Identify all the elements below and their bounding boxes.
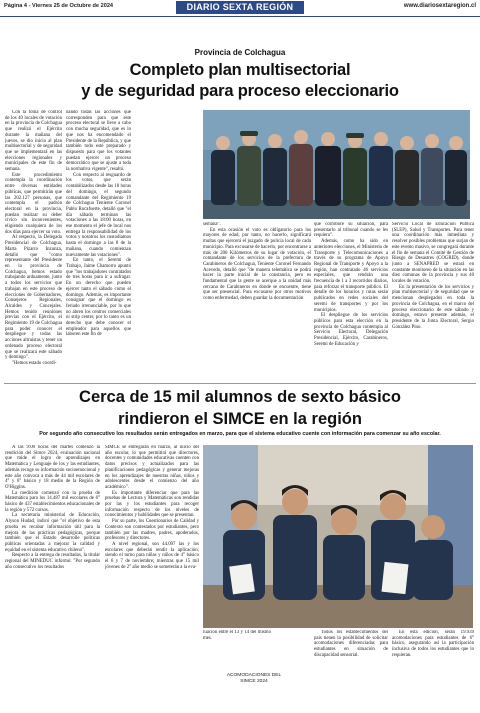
article1-column-4 xyxy=(314,222,388,380)
paragraph: En esta edición, serán 19.939 acomodaciones para estudiantes de 6° básico, asegurando así la participación inclusiva de todos los estudiantes que lo requieran. xyxy=(392,630,474,658)
article2-column-1 xyxy=(5,445,100,710)
page-number-date xyxy=(4,3,113,9)
paragraph: Este procedimiento contempla la coordinación entre diversas entidades públicas, que permitirán que las 202.127 personas, que contempla el padrón electoral en la provincia, puedan realizar su deber cívico sin inconvenientes, eligiendo cualquiera de los dos días para ejercer su voto. xyxy=(5,172,62,235)
paragraph: luación entre el 13 y 14 del mismo mes. xyxy=(203,630,271,641)
paragraph: que corrobore su situación, para presentarlo al tribunal cuando se les requiera". xyxy=(314,222,388,239)
paragraph: A las 9:00 horas del martes comenzó la rendición del Simce 2024, evaluación nacional que mide el logro de aprendizajes en Matemática y Lenguaje de los y las estudiantes, además recoge su información socioemocional y este año convoca a más de 44 mil escolares de 4° y 6° básico y 18 medio de la Región de O'Higgins. xyxy=(5,445,100,490)
article1-column-2a xyxy=(66,110,131,380)
paragraph: Además, como ha sido en anteriores elecciones, el Ministerio de Transporte y Telecomunicaciones a través de su programa de Apoyo Regional de Transporte y Apoyo a la región, han contratado 46 servicios especiales, que tendrán una frecuencia de 1 a 3 recorridos diarios, para reforzar el transporte público. El detalle de los horarios y rutas serán publicados en redes sociales del seremi de transportes y por los municipios. xyxy=(314,239,388,313)
paragraph: Con la toma de control de los 40 locales de votación en la provincia de Colchagua que realizó el Ejército durante la mañana del jueves, se dio inicio al plan multisectorial y de seguridad que se implementará en las elecciones regionales y municipales de este fin de semana. xyxy=(5,110,62,173)
paragraph: Es importante diferenciar que para las pruebas de Lectura y Matemáticas son rendidas por las y los estudiantes para recoger información respecto de los niveles de conocimientos y habilidades que se presentan. xyxy=(105,490,199,519)
paragraph: El despliegue de los servicios públicos para esta elección en la provincia de Colchagua contempla al Servicio Electoral, Delegación Presidencial, Ejército, Carabineros, Seremi de Educación y xyxy=(314,313,388,347)
article2-title-line2: rindieron el SIMCE en la región xyxy=(118,410,362,428)
page-header xyxy=(0,0,480,16)
article1-column-1 xyxy=(5,110,62,380)
article2-deck: Por segundo año consecutivo los resultados serán entregados en marzo, para que el sistema educativo cuente con información para comenzar su año escolar. xyxy=(39,431,441,437)
officials-group-photo xyxy=(203,110,470,219)
paragraph: SIMCE se entregarán en marzo, al inicio del año escolar, lo que permitirá que directores, docentes y comunidades educativas cuenten con datos precisos y actualizados para las planificaciones pedagógicas y generar mejoras en los aprendizajes de nuestras niñas, niños y adolescentes desde el comienzo del año académico". xyxy=(105,445,199,490)
paragraph: Servicio Local de Educación Pública (SLEP), Salud y Transportes. Para tener una coordinación más inmediata y resolver posibles problemas que surjan de este evento masivo, se congregará durante el fin de semana el Comité de Gestión de Riesgo de Desastres (COGRID), donde junto a SENAPRED se estará en constante monitoreo de la situación en las diez comunas de la provincia y sus 40 locales de votación. xyxy=(392,222,474,285)
article-separator xyxy=(4,383,476,384)
website-link[interactable]: www.diariosextaregion.cl xyxy=(403,3,476,9)
article1-title-line2: y de seguridad para proceso eleccionario xyxy=(81,82,399,100)
issue-date: - Viernes 25 de Octubre de 2024 xyxy=(28,3,114,9)
paragraph: Por su parte, los Cuestionarios de Calidad y Contexto son contestados por estudiantes, pero también por las madres, padres, apoderados, profesores y directores. xyxy=(105,519,199,542)
article1-column-3 xyxy=(203,222,311,380)
article2-column-5 xyxy=(392,630,474,710)
paragraph: A nivel regional, son 44.097 las y los escolares que deberán rendir la aplicación; siendo el turno para niñas y niños de 4° básico el 6 y 7 de noviembre; mientras que 15 mil jóvenes de 2° año medio se someterán a la eva- xyxy=(105,541,199,570)
paragraph: semana". xyxy=(203,222,221,227)
article2-title-line1: Cerca de 15 mil alumnos de sexto básico xyxy=(79,388,401,406)
paragraph: La medición comenzó con la prueba de Matemática para los 14.487 mil escolares de 6° básico de 437 establecimientos educacionales de la región y 572 cursos. xyxy=(5,490,100,513)
photo-caption: ACOMODACIONES DEL SIMCE 2024 xyxy=(226,673,282,684)
paragraph: Todos los establecimientos del país tienen la posibilidad de solicitar acomodaciones diferenciadas para estudiantes en situación de discapacidad sensorial. xyxy=(314,630,388,658)
page-label: Página 4 xyxy=(4,3,28,9)
article2-column-3 xyxy=(203,630,271,670)
paragraph: En tanto, el Seremi de Trabajo, Jaime Chamorro apuntó que "los trabajadores contratados de tres horas para ir a sufragar. En un derecho que pueden ejercer tanto el sábado como el domingo. Además, es importante consignar que el domingo es feriado irrenunciable, por lo que no abren los centros comerciales ni strip center, por lo tanto es un derecho que debe conocer el empleador para aquellos que laboren este fin de xyxy=(66,258,131,338)
article2-column-2 xyxy=(105,445,199,710)
article1-column-5 xyxy=(392,222,474,380)
paragraph: Respecto a la entrega de resultados, la titular regional del MINEDUC informó: "Por segundo año consecutivo los resultados xyxy=(5,553,100,570)
masthead: DIARIO SEXTA REGIÓN xyxy=(176,1,304,14)
students-photo xyxy=(203,445,473,628)
paragraph: "Hemos estado coordi- xyxy=(12,360,57,366)
article1-title-line1: Completo plan multisectorial xyxy=(129,61,351,79)
article2-column-4 xyxy=(314,630,388,710)
paragraph: En esta ocasión el voto es obligatorio para los mayores de edad, por tanto, no hacerlo, significará multas que ejercerá el juzgado de policía local de cada municipio. Para excusarse de hacerlo, por encontrarse a más de 200 Kilómetros de su lugar de votación, el comandante de los servicios de la prefectura de Carabineros de Colchagua, Teniente Coronel Fernando Acevedo, detalló que "de manera telemática se podrá hacer la parte inicial de la constancia, pero es fundamental que la gente se acerque a la unidad más cercana de Carabineros en donde se encuentre, tiene que ser presencial. Para excusarse por otros motivos como enfermedad, deben guardar la documentación xyxy=(203,227,311,302)
paragraph: Con respecto al resguardo de los votos, que serán contabilizados desde las 18 horas del domingo, el segundo comandante del Regimiento 19 de Colchagua Teniente Coronel Pablo Rocafuerte, detalló que "el día sábado terminan las votaciones a las 18:00 horas, en ese momento el jefe de local nos entrega la responsabilidad de los votos y nosotros los custodiamos hasta el domingo a las 8 de la mañana, cuando comienzan nuevamente las votaciones". xyxy=(66,172,131,258)
header-rule xyxy=(0,16,480,17)
paragraph: nando todas las acciones que corresponden para que este proceso electoral se lleve a cabo con mucha seguridad, que es lo que nos ha encomendado el Presidente de la República, y que también todo esté preparado y dispuesto para que los votantes puedan ejercer un proceso democrático que se ajuste a toda la normativa vigente", resaltó. xyxy=(66,110,131,173)
article1-kicker: Provincia de Colchagua xyxy=(194,48,286,57)
paragraph: La secretaria ministerial de Educación, Alyson Hudad, indicó que "el objetivo de esta prueba es recabar información útil para la mejora de las prácticas pedagógicas, porque también que el Estado desarrolle políticas públicas orientadas a mejorar la calidad y equidad en el sistema educativo chileno". xyxy=(5,513,100,553)
paragraph: Al respecto, la Delegada Presidencial de Colchagua, Marta Pizarro Inzunza, detalló que "como representante del Presidente en la provincia de Colchagua, hemos estado trabajando arduamente, junto a todos los servicios que trabajan en este proceso de elecciones de Gobernadores, Consejeros Regionales, Alcaldes y Concejales. Hemos tenido reuniones previas con el Ejército, el Regimiento 19 de Colchagua para poder conocer el despliegue y todas las acciones altruistas y tener un ordenado proceso electoral que se realizará este sábado y domingo". xyxy=(5,235,62,361)
paragraph: En la presentación de los servicios y plan multisectorial y de seguridad que se mencionan desplegados en toda la provincia de Colchagua, en el marco del proceso eleccionario de este sábado y domingo, estuvo presente además, el presidente de la Junta Electoral, Sergio González Pino. xyxy=(392,284,474,330)
